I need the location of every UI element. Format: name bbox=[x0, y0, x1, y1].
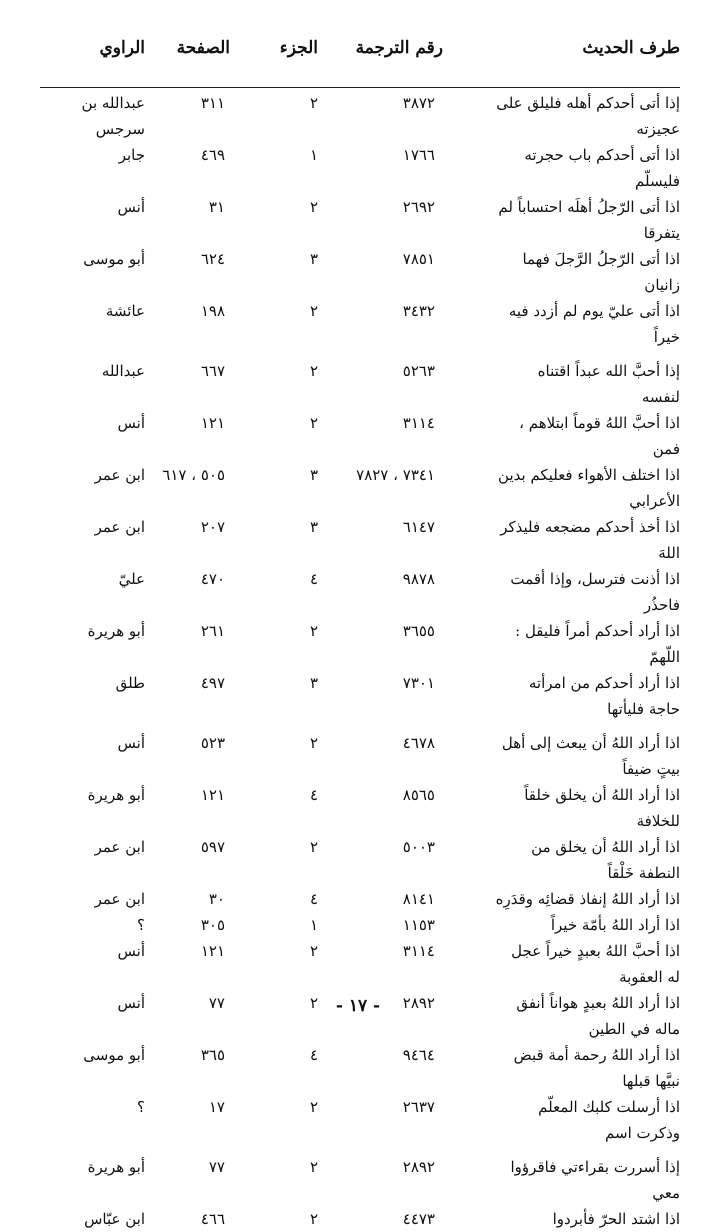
table-row bbox=[40, 246, 680, 298]
row-rawi: جابر bbox=[118, 146, 145, 164]
row-tarjama: ٢٦٩٢ bbox=[402, 198, 435, 216]
row-rawi: أنس bbox=[117, 734, 145, 752]
row-tarjama: ٣١١٤ bbox=[402, 414, 435, 432]
row-hadith: إذا أتى أحدكم أهله فليلق على عجيزته bbox=[496, 94, 680, 138]
row-page: ٤٩٧ bbox=[200, 674, 225, 692]
row-rawi: عبدالله بن سرجس bbox=[81, 94, 145, 138]
header-rawi: الراوي bbox=[99, 38, 145, 58]
row-juz: ٣ bbox=[309, 518, 318, 536]
row-hadith: اذا أذنت فترسل، وإذا أقمت فاحذُر bbox=[510, 570, 680, 614]
row-juz: ٣ bbox=[309, 674, 318, 692]
table-row bbox=[40, 938, 680, 990]
row-tarjama: ٦١٤٧ bbox=[402, 518, 435, 536]
row-page: ٦٢٤ bbox=[200, 250, 225, 268]
table-row bbox=[40, 1094, 680, 1146]
row-hadith: إذا أحبَّ الله عبداً اقتناه لنفسه bbox=[537, 362, 680, 406]
row-hadith: اذا أتى أحدكم باب حجرته فليسلّم bbox=[524, 146, 680, 190]
row-hadith: اذا أراد اللهُ أن يخلق خلقاً للخلافة bbox=[524, 786, 680, 830]
table-row bbox=[40, 886, 680, 912]
row-hadith: اذا أراد أحدكم أمراً فليقل : اللّهمّ bbox=[515, 622, 680, 666]
row-hadith: اذا أحبَّ اللهُ قوماً ابتلاهم ، فمن bbox=[519, 414, 680, 458]
row-juz: ٤ bbox=[309, 1046, 318, 1064]
table-row bbox=[40, 90, 680, 142]
row-hadith: اذا أراد أحدكم من امرأته حاجة فليأتها bbox=[528, 674, 680, 718]
row-hadith: اذا أراد اللهُ أن يبعث إلى أهل بيتٍ ضيفاً bbox=[501, 734, 680, 778]
table-row bbox=[40, 194, 680, 246]
row-page: ٧٧ bbox=[208, 1158, 225, 1176]
table-header bbox=[40, 38, 680, 78]
row-rawi: عليّ bbox=[118, 570, 145, 588]
row-rawi: ابن عمر bbox=[94, 518, 145, 536]
row-tarjama: ٩٤٦٤ bbox=[402, 1046, 435, 1064]
page-number: - ١٧ - bbox=[335, 996, 381, 1016]
row-rawi: أبو هريرة bbox=[87, 786, 145, 804]
row-rawi: أنس bbox=[117, 198, 145, 216]
row-tarjama: ٣٨٧٢ bbox=[402, 94, 435, 112]
row-tarjama: ٧٣٤١ ، ٧٨٢٧ bbox=[356, 466, 435, 484]
table-row bbox=[40, 834, 680, 886]
table-row bbox=[40, 142, 680, 194]
row-juz: ٢ bbox=[309, 302, 318, 320]
row-tarjama: ٥٢٦٣ bbox=[402, 362, 435, 380]
row-tarjama: ٢٦٣٧ bbox=[402, 1098, 435, 1116]
row-juz: ٢ bbox=[309, 622, 318, 640]
row-hadith: إذا أسررت بقراءتي فاقرؤوا معي bbox=[510, 1158, 680, 1202]
table-row bbox=[40, 462, 680, 514]
row-page: ١٢١ bbox=[200, 786, 225, 804]
row-hadith: اذا أراد اللهُ بأمّة خيراً bbox=[550, 916, 680, 934]
row-juz: ٣ bbox=[309, 466, 318, 484]
row-juz: ١ bbox=[309, 146, 318, 164]
row-hadith: اذا أراد اللهُ أن يخلق من النطفة خَلْقاً bbox=[531, 838, 680, 882]
index-rows bbox=[40, 90, 680, 1232]
row-juz: ١ bbox=[309, 916, 318, 934]
row-juz: ٢ bbox=[309, 1098, 318, 1116]
row-hadith: اذا أتى عليّ يوم لم أزدد فيه خيراً bbox=[508, 302, 680, 346]
row-hadith: اذا أتى الرّجلُ الرَّجلَ فهما زانيان bbox=[522, 250, 680, 294]
row-juz: ٢ bbox=[309, 94, 318, 112]
row-page: ٣١١ bbox=[200, 94, 225, 112]
row-hadith: اذا أرسلت كلبك المعلّم وذكرت اسم bbox=[538, 1098, 680, 1142]
row-hadith: اذا أراد اللهُ إنفاذ قضائِه وقدَرِه bbox=[495, 890, 680, 908]
row-tarjama: ٧٣٠١ bbox=[402, 674, 435, 692]
table-row bbox=[40, 618, 680, 670]
table-row bbox=[40, 358, 680, 410]
row-page: ٣٠٥ bbox=[200, 916, 225, 934]
row-page: ٣٦٥ bbox=[200, 1046, 225, 1064]
row-juz: ٤ bbox=[309, 570, 318, 588]
row-page: ١٢١ bbox=[200, 414, 225, 432]
table-row bbox=[40, 782, 680, 834]
row-hadith: اذا اشتد الحرّ فأبردوا bbox=[552, 1210, 680, 1228]
row-juz: ٢ bbox=[309, 734, 318, 752]
row-hadith: اذا أراد اللهُ رحمة أمة قبض نبيَّها قبلها bbox=[513, 1046, 680, 1090]
row-rawi: أنس bbox=[117, 994, 145, 1012]
row-page: ٤٧٠ bbox=[200, 570, 225, 588]
row-juz: ٢ bbox=[309, 1158, 318, 1176]
row-rawi: أنس bbox=[117, 414, 145, 432]
row-rawi: ابن عمر bbox=[94, 466, 145, 484]
row-page: ٤٦٦ bbox=[200, 1210, 225, 1228]
row-tarjama: ٤٦٧٨ bbox=[402, 734, 435, 752]
row-page: ١٢١ bbox=[200, 942, 225, 960]
row-tarjama: ٨٥٦٥ bbox=[402, 786, 435, 804]
row-tarjama: ٢٨٩٢ bbox=[402, 994, 435, 1012]
table-row bbox=[40, 1042, 680, 1094]
table-row bbox=[40, 298, 680, 350]
table-row bbox=[40, 514, 680, 566]
row-rawi: أبو هريرة bbox=[87, 622, 145, 640]
row-hadith: اذا أحبَّ اللهُ بعبدٍ خيراً عجل له العقوبة bbox=[511, 942, 680, 986]
table-row bbox=[40, 670, 680, 722]
row-juz: ٣ bbox=[309, 250, 318, 268]
row-juz: ٤ bbox=[309, 786, 318, 804]
header-rule bbox=[40, 87, 680, 88]
row-tarjama: ٣٦٥٥ bbox=[402, 622, 435, 640]
row-page: ٥٩٧ bbox=[200, 838, 225, 856]
table-row bbox=[40, 1206, 680, 1232]
row-page: ٢٠٧ bbox=[200, 518, 225, 536]
row-tarjama: ١٧٦٦ bbox=[402, 146, 435, 164]
row-page: ١٧ bbox=[208, 1098, 225, 1116]
row-tarjama: ١١٥٣ bbox=[402, 916, 435, 934]
row-juz: ٢ bbox=[309, 362, 318, 380]
row-page: ٥٢٣ bbox=[200, 734, 225, 752]
table-row bbox=[40, 566, 680, 618]
row-page: ٣١ bbox=[208, 198, 225, 216]
row-rawi: ؟ bbox=[137, 1098, 145, 1116]
row-tarjama: ٩٨٧٨ bbox=[402, 570, 435, 588]
row-tarjama: ٤٤٧٣ bbox=[402, 1210, 435, 1228]
row-juz: ٢ bbox=[309, 994, 318, 1012]
row-hadith: اذا أخذ أحدكم مضجعه فليذكر اللهَ bbox=[500, 518, 680, 562]
row-rawi: أنس bbox=[117, 942, 145, 960]
row-rawi: أبو موسى bbox=[83, 1046, 145, 1064]
table-row bbox=[40, 1154, 680, 1206]
row-page: ٧٧ bbox=[208, 994, 225, 1012]
row-tarjama: ٢٨٩٢ bbox=[402, 1158, 435, 1176]
row-rawi: ابن عمر bbox=[94, 838, 145, 856]
row-hadith: اذا اختلف الأهواء فعليكم بدين الأعرابي bbox=[498, 466, 680, 510]
row-rawi: طلق bbox=[115, 674, 145, 692]
row-page: ٢٦١ bbox=[200, 622, 225, 640]
row-juz: ٢ bbox=[309, 942, 318, 960]
row-juz: ٢ bbox=[309, 1210, 318, 1228]
row-rawi: عبدالله bbox=[101, 362, 145, 380]
row-rawi: ؟ bbox=[137, 916, 145, 934]
header-tarjama: رقم الترجمة bbox=[355, 38, 443, 58]
row-tarjama: ٣١١٤ bbox=[402, 942, 435, 960]
row-rawi: عائشة bbox=[105, 302, 145, 320]
header-juz: الجزء bbox=[279, 38, 318, 58]
row-page: ٦٦٧ bbox=[200, 362, 225, 380]
row-tarjama: ٨١٤١ bbox=[402, 890, 435, 908]
row-juz: ٢ bbox=[309, 414, 318, 432]
row-rawi: ابن عمر bbox=[94, 890, 145, 908]
row-tarjama: ٣٤٣٢ bbox=[402, 302, 435, 320]
row-rawi: أبو موسى bbox=[83, 250, 145, 268]
row-tarjama: ٧٨٥١ bbox=[402, 250, 435, 268]
header-hadith: طرف الحديث bbox=[582, 38, 680, 58]
row-juz: ٢ bbox=[309, 838, 318, 856]
row-hadith: اذا أراد اللهُ بعبدٍ هواناً أنفق ماله في الطين bbox=[516, 994, 680, 1038]
row-rawi: أبو هريرة bbox=[87, 1158, 145, 1176]
row-juz: ٢ bbox=[309, 198, 318, 216]
row-page: ٣٠ bbox=[208, 890, 225, 908]
row-page: ٥٠٥ ، ٦١٧ bbox=[162, 466, 225, 484]
table-row bbox=[40, 410, 680, 462]
table-row bbox=[40, 730, 680, 782]
row-page: ١٩٨ bbox=[200, 302, 225, 320]
header-page: الصفحة bbox=[176, 38, 230, 58]
table-row bbox=[40, 912, 680, 938]
row-tarjama: ٥٠٠٣ bbox=[402, 838, 435, 856]
row-juz: ٤ bbox=[309, 890, 318, 908]
row-rawi: ابن عبّاس bbox=[84, 1210, 145, 1228]
row-page: ٤٦٩ bbox=[200, 146, 225, 164]
row-hadith: اذا أتى الرّجلُ أهلَه احتساباً لم يتفرقا bbox=[498, 198, 680, 242]
